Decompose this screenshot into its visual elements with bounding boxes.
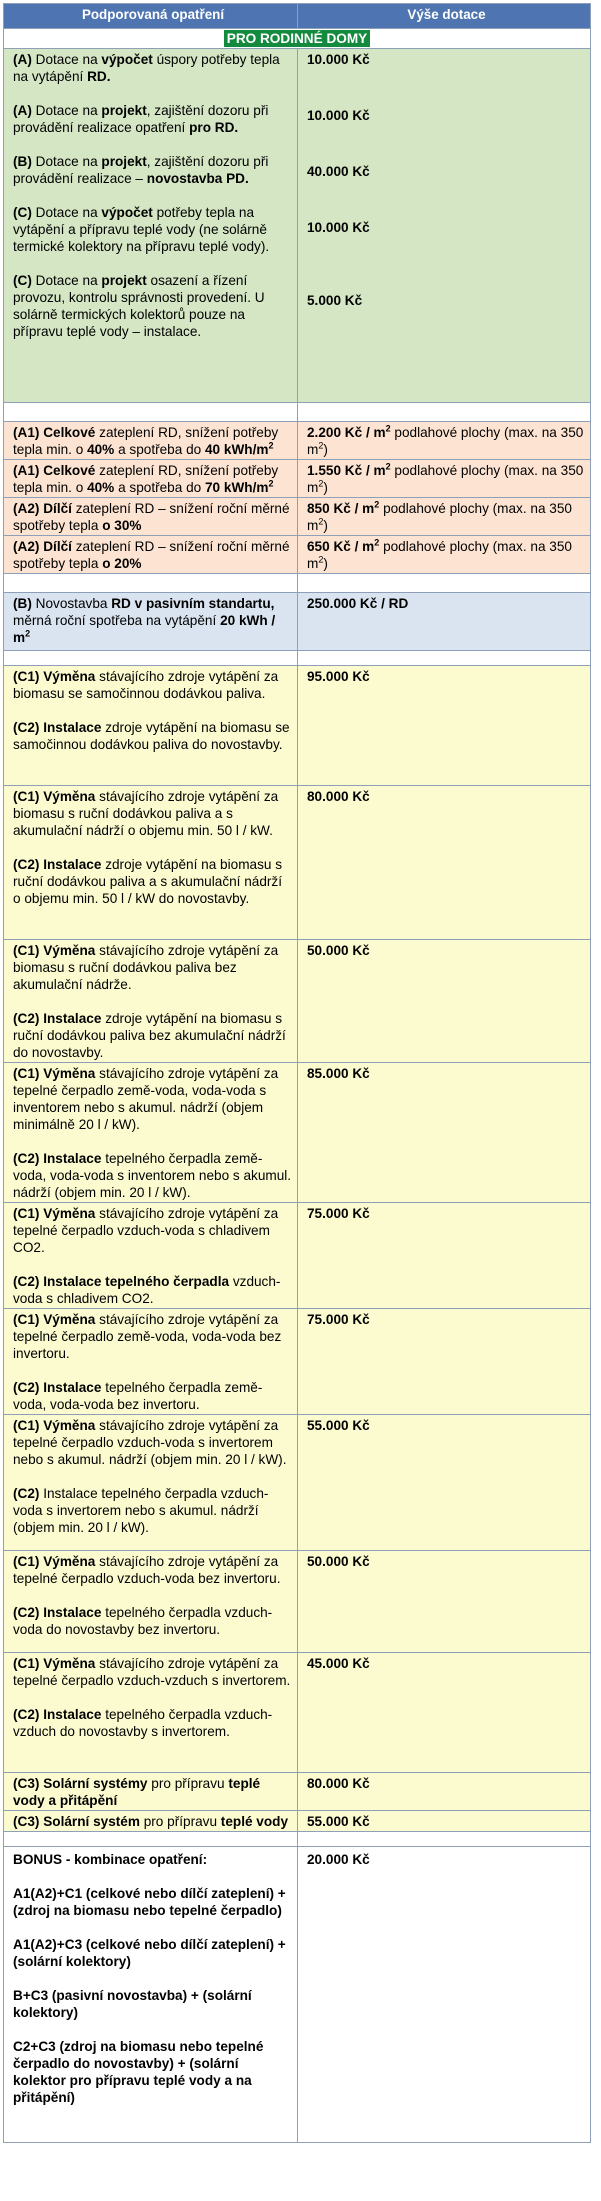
solar-row bbox=[4, 1773, 591, 1811]
section-cell bbox=[4, 29, 591, 49]
a2-amount: 10.000 Kč bbox=[307, 108, 370, 123]
heating-amount: 85.000 Kč bbox=[298, 1063, 591, 1203]
c1-text: (C) Dotace na výpočet potřeby tepla na vytápění a přípravu teplé vody (ne solárně termické kolektory na přípravu teplé vody). bbox=[13, 205, 270, 254]
header-measures: Podporovaná opatření bbox=[4, 4, 298, 29]
c1-amount: 10.000 Kč bbox=[307, 220, 370, 235]
heating-measure: (C1) Výměna stávajícího zdroje vytápění za tepelné čerpadlo vzduch-voda s chladivem CO2. (C2) Instalace tepelného čerpadla vzduch-voda s chladivem CO2. bbox=[4, 1203, 298, 1309]
heating-amount: 75.000 Kč bbox=[298, 1309, 591, 1415]
solar-measure: (C3) Solární systémy pro přípravu teplé vody a přitápění bbox=[4, 1773, 298, 1811]
bonus-combo: A1(A2)+C1 (celkové nebo dílčí zateplení) + (zdroj na biomasu nebo tepelné čerpadlo) bbox=[13, 1886, 286, 1918]
solar-row bbox=[4, 1811, 591, 1832]
passive-amount: 250.000 Kč / RD bbox=[298, 593, 591, 651]
heating-measure: (C1) Výměna stávajícího zdroje vytápění za biomasu se samočinnou dodávkou paliva. (C2) Instalace zdroje vytápění na biomasu se samočinnou dodávkou paliva do novostavby. bbox=[4, 666, 298, 786]
section-title: PRO RODINNÉ DOMY bbox=[224, 30, 370, 47]
spacer-row bbox=[4, 574, 591, 593]
heating-measure: (C1) Výměna stávajícího zdroje vytápění za tepelné čerpadlo země-voda, voda-voda bez invertoru. (C2) Instalace tepelného čerpadla země-voda, voda-voda bez invertoru. bbox=[4, 1309, 298, 1415]
passive-measure: (B) Novostavba RD v pasivním standartu, měrná roční spotřeba na vytápění 20 kWh / $m^2$ bbox=[4, 593, 298, 651]
c2-text: (C) Dotace na projekt osazení a řízení provozu, kontrolu správnosti provedení. U solárně termických kolektorů pouze na přípravu teplé vody – instalace. bbox=[13, 273, 265, 339]
insulation-amount: 650 Kč / $m^2$ podlahové plochy (max. na 350 $m^2$) bbox=[298, 536, 591, 574]
bonus-combo: C2+C3 (zdroj na biomasu nebo tepelné čerpadlo do novostavby) + (solární kolektor pro přípravu teplé vody a na přitápění) bbox=[13, 2039, 264, 2105]
spacer-row bbox=[4, 403, 591, 422]
b-amount: 40.000 Kč bbox=[307, 164, 370, 179]
project-support-row bbox=[4, 49, 591, 403]
heating-row bbox=[4, 1063, 591, 1203]
bonus-combo: A1(A2)+C3 (celkové nebo dílčí zateplení) + (solární kolektory) bbox=[13, 1937, 286, 1969]
project-support-measures bbox=[4, 49, 298, 403]
a2-text: (A) Dotace na projekt, zajištění dozoru při provádění realizace opatření pro RD. bbox=[13, 103, 269, 135]
project-support-amounts bbox=[298, 49, 591, 403]
bonus-amount: 20.000 Kč bbox=[298, 1847, 591, 2143]
heating-amount: 80.000 Kč bbox=[298, 786, 591, 940]
heating-measure: (C1) Výměna stávajícího zdroje vytápění za tepelné čerpadlo vzduch-voda s invertorem nebo s akumul. nádrží (objem min. 20 l / kW). (C2) Instalace tepelného čerpadla vzduch-voda s invertorem nebo s akumul. nádrží (objem min. 20 l / kW). bbox=[4, 1415, 298, 1551]
heating-row bbox=[4, 666, 591, 786]
insulation-row bbox=[4, 422, 591, 460]
bonus-combo: B+C3 (pasivní novostavba) + (solární kolektory) bbox=[13, 1988, 252, 2020]
header-amount: Výše dotace bbox=[298, 4, 591, 29]
heating-measure: (C1) Výměna stávajícího zdroje vytápění za tepelné čerpadlo vzduch-voda bez invertoru. (C2) Instalace tepelného čerpadla vzduch-voda do novostavby bez invertoru. bbox=[4, 1551, 298, 1653]
heating-amount: 75.000 Kč bbox=[298, 1203, 591, 1309]
a1-amount: 10.000 Kč bbox=[307, 52, 370, 67]
insulation-measure: (A1) Celkové zateplení RD, snížení potřeby tepla min. o 40% a spotřeba do 40 kWh/$m^2$ bbox=[4, 422, 298, 460]
insulation-amount: 850 Kč / $m^2$ podlahové plochy (max. na 350 $m^2$) bbox=[298, 498, 591, 536]
heating-row bbox=[4, 786, 591, 940]
heating-row bbox=[4, 940, 591, 1063]
insulation-measure: (A2) Dílčí zateplení RD – snížení roční měrné spotřeby tepla o 20% bbox=[4, 536, 298, 574]
spacer-row bbox=[4, 651, 591, 666]
insulation-measure: (A2) Dílčí zateplení RD – snížení roční měrné spotřeby tepla o 30% bbox=[4, 498, 298, 536]
bonus-measure bbox=[4, 1847, 298, 2143]
heating-amount: 55.000 Kč bbox=[298, 1415, 591, 1551]
heating-row bbox=[4, 1653, 591, 1773]
section-row bbox=[4, 29, 591, 49]
solar-amount: 55.000 Kč bbox=[298, 1811, 591, 1832]
bonus-row bbox=[4, 1847, 591, 2143]
insulation-measure: (A1) Celkové zateplení RD, snížení potřeby tepla min. o 40% a spotřeba do 70 kWh/$m^2$ bbox=[4, 460, 298, 498]
solar-measure: (C3) Solární systém pro přípravu teplé vody bbox=[4, 1811, 298, 1832]
insulation-row bbox=[4, 498, 591, 536]
heating-amount: 95.000 Kč bbox=[298, 666, 591, 786]
insulation-row bbox=[4, 460, 591, 498]
heating-measure: (C1) Výměna stávajícího zdroje vytápění za biomasu s ruční dodávkou paliva bez akumulační nádrže. (C2) Instalace zdroje vytápění na biomasu s ruční dodávkou paliva bez akumulační nádrží do novostavby. bbox=[4, 940, 298, 1063]
heating-measure: (C1) Výměna stávajícího zdroje vytápění za biomasu s ruční dodávkou paliva a s akumulační nádrží o objemu min. 50 l / kW. (C2) Instalace zdroje vytápění na biomasu s ruční dodávkou paliva a s akumulační nádrží o objemu min. 50 l / kW do novostavby. bbox=[4, 786, 298, 940]
spacer-row bbox=[4, 1832, 591, 1847]
heating-measure: (C1) Výměna stávajícího zdroje vytápění za tepelné čerpadlo země-voda, voda-voda s inventorem nebo s akumul. nádrží (objem minimálně 20 l / kW). (C2) Instalace tepelného čerpadla země-voda, voda-voda s inventorem nebo s akumul. nádrží (objem min. 20 l / kW). bbox=[4, 1063, 298, 1203]
header-row bbox=[4, 4, 591, 29]
heating-row bbox=[4, 1415, 591, 1551]
a1-text: (A) Dotace na výpočet úspory potřeby tepla na vytápění RD. bbox=[13, 52, 280, 84]
heating-row bbox=[4, 1551, 591, 1653]
passive-row bbox=[4, 593, 591, 651]
b-text: (B) Dotace na projekt, zajištění dozoru při provádění realizace – novostavba PD. bbox=[13, 154, 269, 186]
insulation-amount: 2.200 Kč / $m^2$ podlahové plochy (max. na 350 $m^2$) bbox=[298, 422, 591, 460]
heating-amount: 50.000 Kč bbox=[298, 940, 591, 1063]
heating-amount: 50.000 Kč bbox=[298, 1551, 591, 1653]
bonus-title: BONUS - kombinace opatření: bbox=[13, 1852, 208, 1867]
subsidy-table bbox=[3, 3, 591, 2143]
c2-amount: 5.000 Kč bbox=[307, 293, 363, 308]
heating-row bbox=[4, 1309, 591, 1415]
heating-row bbox=[4, 1203, 591, 1309]
insulation-row bbox=[4, 536, 591, 574]
solar-amount: 80.000 Kč bbox=[298, 1773, 591, 1811]
heating-measure: (C1) Výměna stávajícího zdroje vytápění za tepelné čerpadlo vzduch-vzduch s invertorem. (C2) Instalace tepelného čerpadla vzduch-vzduch do novostavby s invertorem. bbox=[4, 1653, 298, 1773]
insulation-amount: 1.550 Kč / $m^2$ podlahové plochy (max. na 350 $m^2$) bbox=[298, 460, 591, 498]
heating-amount: 45.000 Kč bbox=[298, 1653, 591, 1773]
